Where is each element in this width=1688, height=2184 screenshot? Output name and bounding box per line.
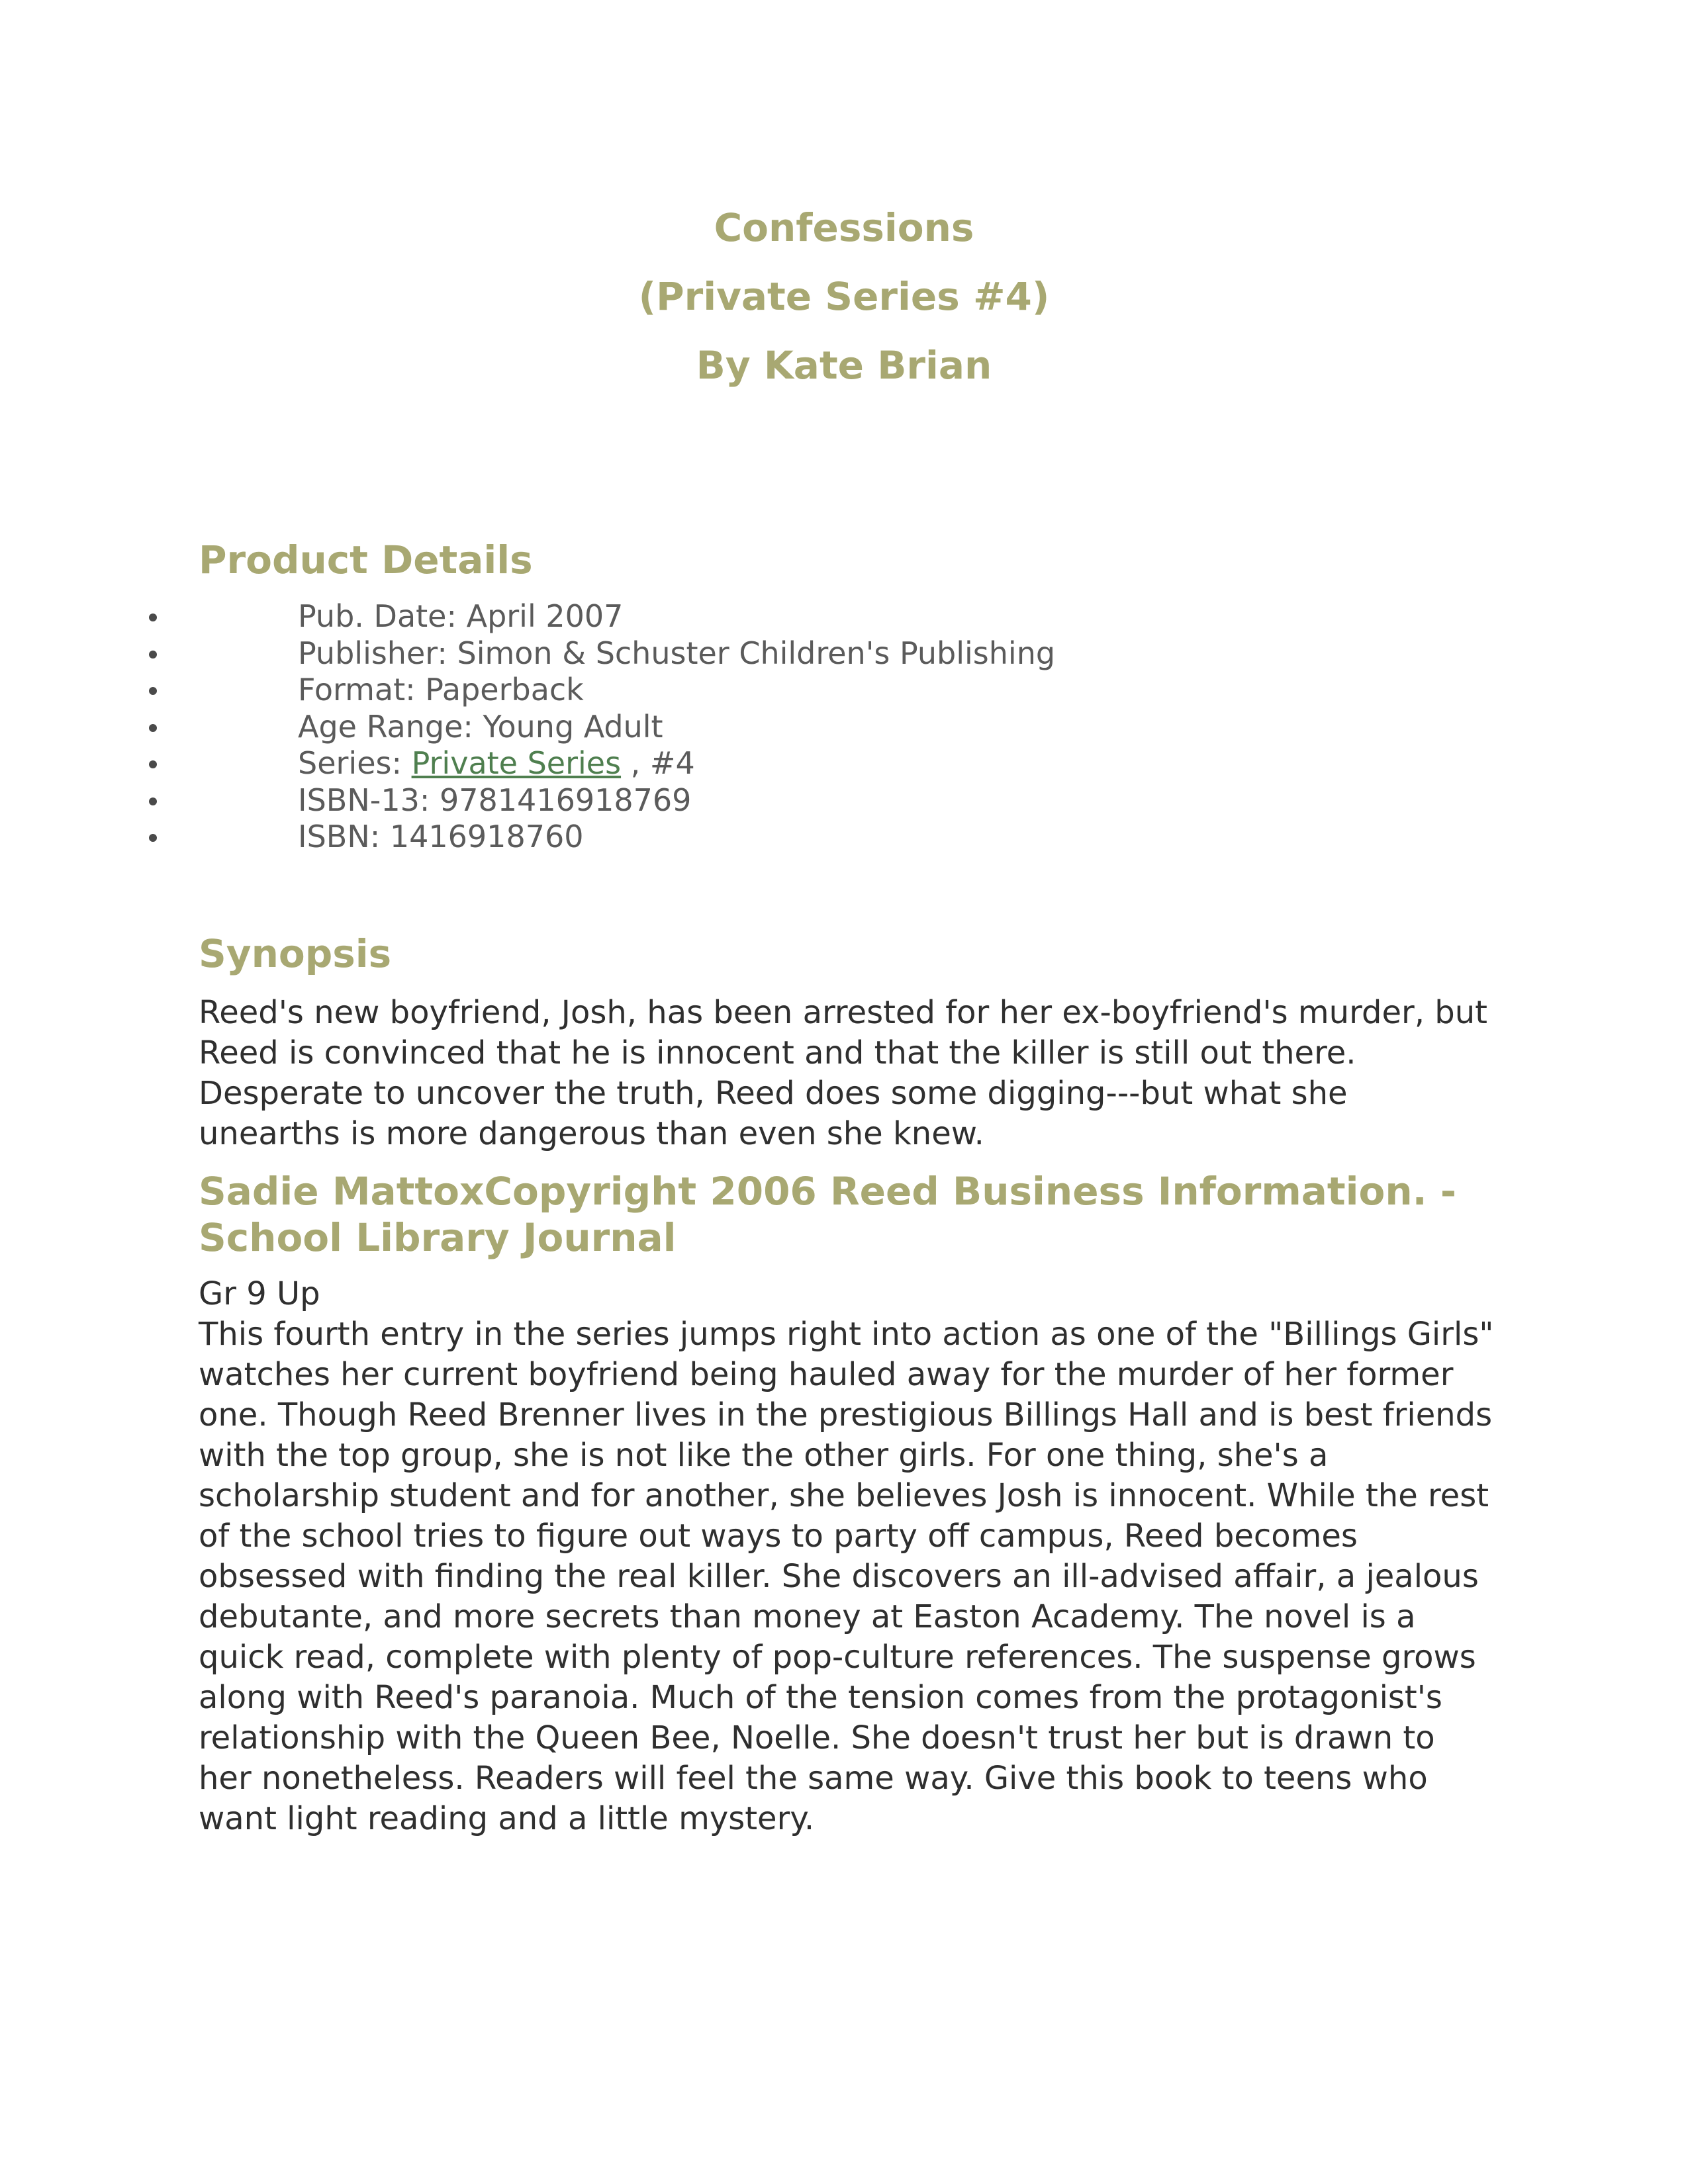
product-details-list bbox=[0, 598, 1688, 856]
bullet-icon bbox=[149, 834, 157, 842]
series-subtitle: (Private Series #4) bbox=[638, 274, 1050, 319]
synopsis-text: Reed's new boyfriend, Josh, has been arrested for her ex-boyfriend's murder, but Reed is convinced that he is innocent and that the killer is still out there. Desperate to uncover the truth, Reed does some digging---but what she unearths is more dangerous than even she knew. bbox=[199, 994, 1487, 1152]
bullet-icon bbox=[149, 760, 157, 768]
list-item-series bbox=[0, 745, 1688, 782]
author-byline: By Kate Brian bbox=[696, 343, 992, 388]
pub-date: Pub. Date: April 2007 bbox=[298, 598, 624, 634]
bullet-icon bbox=[149, 651, 157, 659]
bullet-icon bbox=[149, 614, 157, 621]
list-item-isbn bbox=[0, 819, 1688, 856]
age-range: Age Range: Young Adult bbox=[298, 708, 663, 745]
title-block bbox=[0, 193, 1688, 400]
list-item-age-range bbox=[0, 709, 1688, 746]
series-link[interactable]: Private Series bbox=[411, 745, 622, 781]
bullet-icon bbox=[149, 797, 157, 805]
review-grade: Gr 9 Up bbox=[199, 1275, 320, 1312]
list-item-pub-date bbox=[0, 598, 1688, 635]
product-details-heading: Product Details bbox=[199, 537, 533, 582]
review-text: This fourth entry in the series jumps right into action as one of the "Billings Girls" watches her current boyfriend being hauled away for the murder of her former one. Though Reed Brenner lives in the prestigious Billings Hall and is best friends with the top group, she is not like the other girls. For one thing, she's a scholarship student and for another, she believes Josh is innocent. While the rest of the school tries to figure out ways to party off campus, Reed becomes obsessed with finding the real killer. She discovers an ill-advised affair, a jealous debutante, and more secrets than money at Easton Academy. The novel is a quick read, complete with plenty of pop-culture references. The suspense grows along with Reed's paranoia. Much of the tension comes from the protagonist's relationship with the Queen Bee, Noelle. She doesn't trust her but is drawn to her nonetheless. Readers will feel the same way. Give this book to teens who want light reading and a little mystery. bbox=[199, 1316, 1494, 1837]
bullet-icon bbox=[149, 724, 157, 732]
series-prefix: Series: bbox=[298, 745, 402, 781]
publisher: Publisher: Simon & Schuster Children's Publishing bbox=[298, 635, 1056, 671]
isbn: ISBN: 1416918760 bbox=[298, 819, 584, 854]
bullet-icon bbox=[149, 687, 157, 695]
list-item-isbn13 bbox=[0, 782, 1688, 819]
isbn13: ISBN-13: 9781416918769 bbox=[298, 782, 692, 818]
review-heading: Sadie MattoxCopyright 2006 Reed Business Information. - School Library Journal bbox=[199, 1169, 1456, 1260]
synopsis-heading: Synopsis bbox=[199, 931, 392, 976]
book-title: Confessions bbox=[714, 205, 974, 250]
format: Format: Paperback bbox=[298, 672, 584, 707]
list-item-format bbox=[0, 672, 1688, 709]
series-suffix: , #4 bbox=[630, 745, 695, 781]
list-item-publisher bbox=[0, 635, 1688, 672]
